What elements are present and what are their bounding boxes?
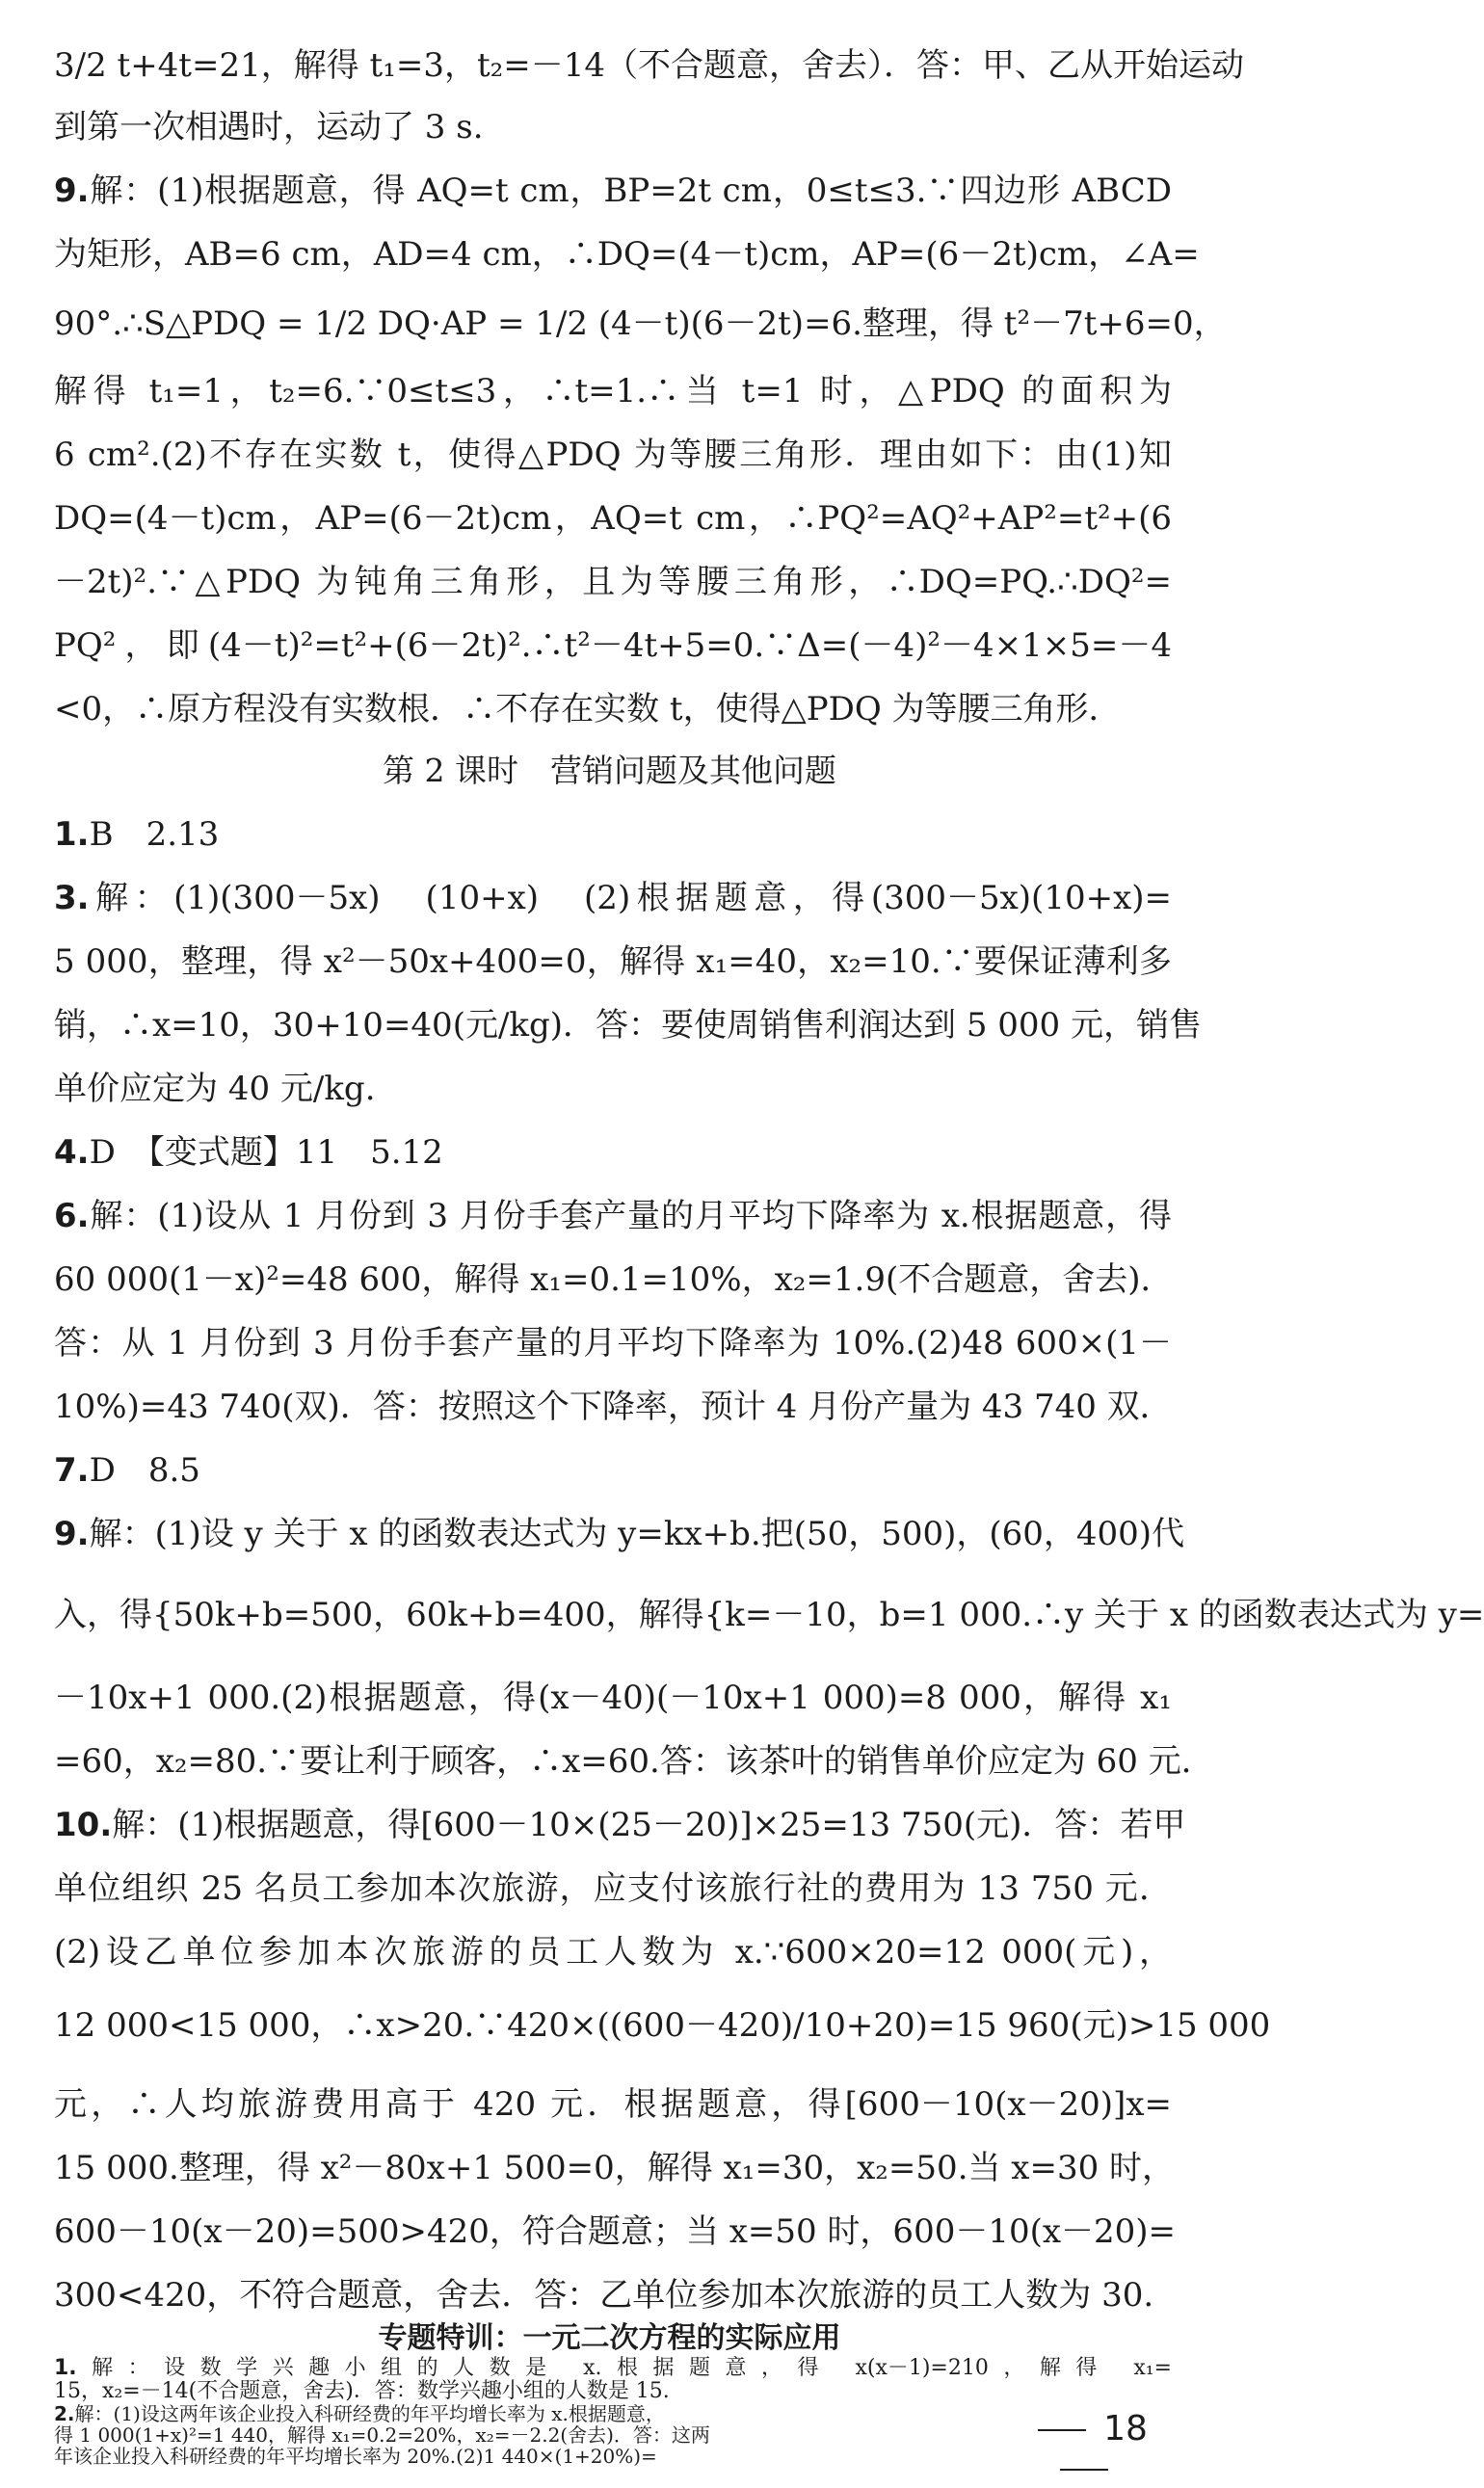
text-line: 60 000(1－x)²=48 600，解得 x₁=0.1=10%，x₂=1.9(不合题意，舍去)． — [54, 1260, 1174, 1299]
text-line: 1.解：设数学兴趣小组的人数是 x.根据题意，得 x(x－1)=210，解得 x₁= — [54, 2356, 1172, 2380]
special-topic-title: 专题特训：一元二次方程的实际应用 — [378, 2321, 841, 2355]
text-line: 7.D 8.5 — [54, 1451, 200, 1490]
text-line: 到第一次相遇时，运动了 3 s. — [54, 108, 484, 146]
text-line: 15，x₂=－14(不合题意，舍去)．答：数学兴趣小组的人数是 15. — [54, 2379, 670, 2403]
text-line: 1.B 2.13 — [54, 815, 220, 854]
problem-number: 1. — [54, 815, 90, 854]
text-line: 9.解：(1)根据题意，得 AQ=t cm，BP=2t cm，0≤t≤3.∵四边形 ABCD — [54, 172, 1172, 210]
text-line: 12 000<15 000，∴x>20.∵420×((600－420)/10+20)=15 960(元)>15 000 — [54, 2006, 1271, 2045]
section-title: 第 2 课时 营销问题及其他问题 — [383, 752, 836, 789]
text-line: PQ²，即(4－t)²=t²+(6－2t)².∴t²－4t+5=0.∵Δ=(－4)²－4×1×5=－4 — [54, 626, 1172, 665]
problem-number: 9. — [54, 172, 90, 210]
text-line: 3.解：(1)(300－5x) (10+x) (2)根据题意，得(300－5x)(10+x)= — [54, 879, 1172, 917]
problem-number: 4. — [54, 1133, 90, 1172]
problem-number: 6. — [54, 1197, 90, 1235]
page-number: 18 — [988, 2409, 1180, 2488]
text-line: 10%)=43 740(双)．答：按照这个下降率，预计 4 月份产量为 43 740 双． — [54, 1388, 1173, 1426]
text-line: 90°.∴S△PDQ = 1/2 DQ·AP = 1/2 (4－t)(6－2t)=6.整理，得 t²－7t+6=0， — [54, 304, 1227, 343]
text-line: 单价应定为 40 元/kg. — [54, 1070, 376, 1108]
text-line: 15 000.整理，得 x²－80x+1 500=0，解得 x₁=30，x₂=50.当 x=30 时， — [54, 2149, 1176, 2187]
text-line: 300<420，不符合题意，舍去．答：乙单位参加本次旅游的员工人数为 30. — [54, 2276, 1154, 2315]
text-line: 元，∴人均旅游费用高于 420 元．根据题意，得[600－10(x－20)]x= — [54, 2085, 1172, 2124]
text-line: 9.解：(1)设 y 关于 x 的函数表达式为 y=kx+b.把(50，500)，(60，400)代 — [54, 1515, 1185, 1553]
text-line: 解得 t₁=1，t₂=6.∵0≤t≤3，∴t=1.∴当 t=1 时，△PDQ 的面积为 — [54, 372, 1172, 410]
text-line: 为矩形，AB=6 cm，AD=4 cm，∴DQ=(4－t)cm，AP=(6－2t)cm，∠A= — [54, 235, 1200, 274]
problem-number: 1. — [54, 2356, 77, 2380]
text-line: 10.解：(1)根据题意，得[600－10×(25－20)]×25=13 750(元)．答：若甲 — [54, 1806, 1186, 1844]
text-line: 入，得{50k+b=500，60k+b=400，解得{k=－10，b=1 000.∴y 关于 x 的函数表达式为 y= — [54, 1596, 1484, 1634]
problem-number: 7. — [54, 1451, 90, 1490]
text-line: 6.解：(1)设从 1 月份到 3 月份手套产量的月平均下降率为 x.根据题意，得 — [54, 1197, 1172, 1235]
problem-number: 3. — [54, 879, 90, 917]
text-line: 单位组织 25 名员工参加本次旅游，应支付该旅行社的费用为 13 750 元． — [54, 1869, 1172, 1908]
text-line: 2.解：(1)设这两年该企业投入科研经费的年平均增长率为 x.根据题意， — [54, 2402, 665, 2425]
text-line: 销，∴x=10，30+10=40(元/kg)．答：要使周销售利润达到 5 000 元，销售 — [54, 1006, 1202, 1045]
text-line: 600－10(x－20)=500>420，符合题意；当 x=50 时，600－10(x－20)= — [54, 2212, 1177, 2251]
text-line: 4.D 【变式题】11 5.12 — [54, 1133, 443, 1172]
text-line: －10x+1 000.(2)根据题意，得(x－40)(－10x+1 000)=8 000，解得 x₁ — [54, 1679, 1172, 1717]
text-line: DQ=(4－t)cm，AP=(6－2t)cm，AQ=t cm，∴PQ²=AQ²+AP²=t²+(6 — [54, 499, 1172, 538]
text-line: 得 1 000(1+x)²=1 440，解得 x₁=0.2=20%，x₂=－2.2(舍去)．答：这两 — [54, 2423, 710, 2447]
problem-number: 9. — [54, 1515, 90, 1553]
text-line: (2)设乙单位参加本次旅游的员工人数为 x.∵600×20=12 000(元)， — [54, 1933, 1172, 1972]
text-line: 年该企业投入科研经费的年平均增长率为 20%.(2)1 440×(1+20%)= — [54, 2445, 657, 2468]
text-line: 5 000，整理，得 x²－50x+400=0，解得 x₁=40，x₂=10.∵要保证薄利多 — [54, 942, 1172, 981]
text-line: 6 cm².(2)不存在实数 t，使得△PDQ 为等腰三角形．理由如下：由(1)知 — [54, 436, 1172, 474]
text-line: －2t)².∵△PDQ 为钝角三角形，且为等腰三角形，∴DQ=PQ.∴DQ²= — [54, 563, 1172, 601]
text-line: 答：从 1 月份到 3 月份手套产量的月平均下降率为 10%.(2)48 600×(1－ — [54, 1324, 1172, 1363]
problem-number: 2. — [54, 2402, 75, 2425]
problem-number: 10. — [54, 1806, 113, 1844]
text-line: 3/2 t+4t=21，解得 t₁=3，t₂=－14（不合题意，舍去）．答：甲、乙从开始运动 — [54, 46, 1244, 85]
text-line: =60，x₂=80.∵要让利于顾客，∴x=60.答：该茶叶的销售单价应定为 60 元． — [54, 1742, 1214, 1781]
text-line: <0，∴原方程没有实数根．∴不存在实数 t，使得△PDQ 为等腰三角形． — [54, 690, 1122, 728]
